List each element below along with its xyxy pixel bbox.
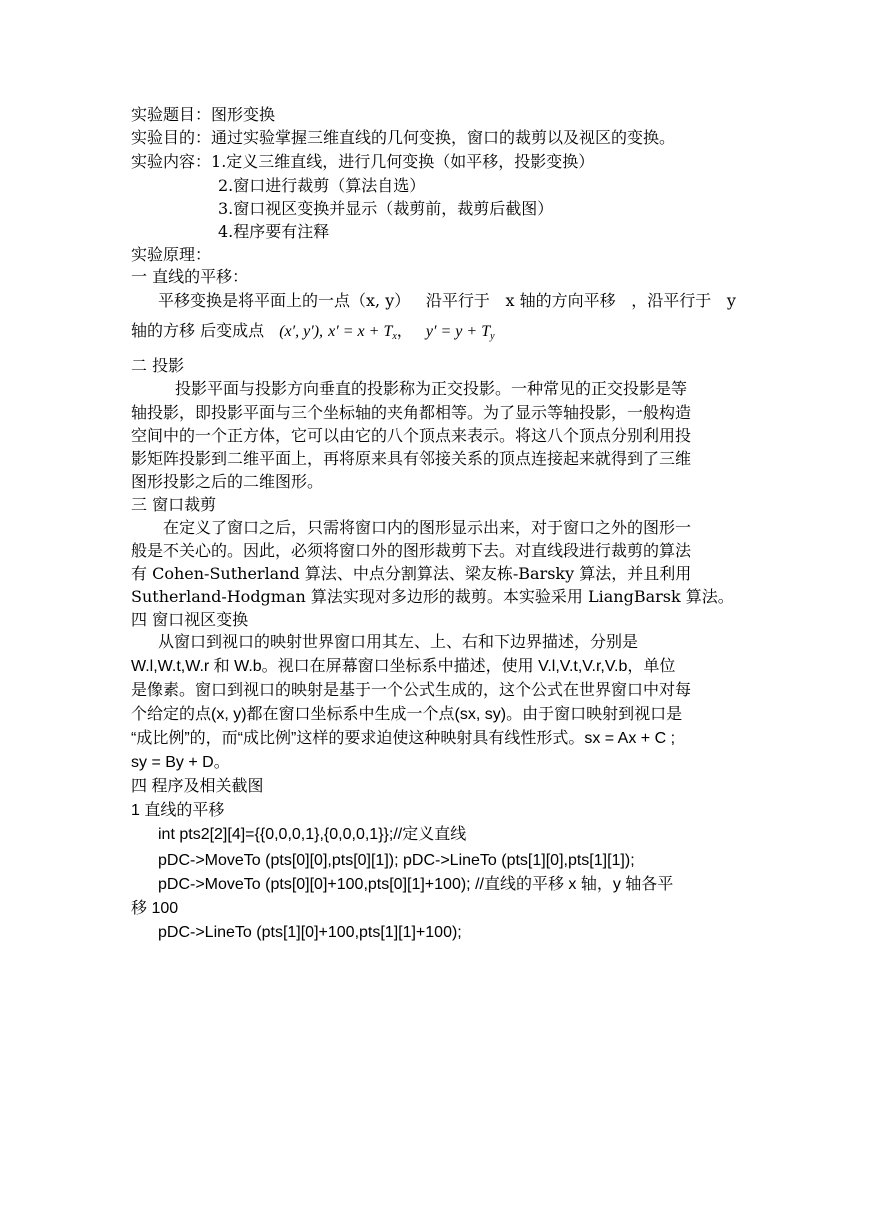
content-item: 4.程序要有注释	[218, 222, 330, 241]
paragraph-line: 个给定的点(x, y)都在窗口坐标系中生成一个点(sx, sy)。由于窗口映射到视口是	[131, 706, 683, 723]
formula-x: x′ = x + T	[328, 323, 393, 340]
paragraph-line: 从窗口到视口的映射世界窗口用其左、上、右和下边界描述，分别是	[158, 634, 639, 651]
title-label: 实验题目：	[131, 105, 212, 124]
paragraph-line: 投影平面与投影方向垂直的投影称为正交投影。一种常见的正交投影是等	[175, 379, 688, 398]
paragraph-line: 空间中的一个正方体，它可以由它的八个顶点来表示。将这八个顶点分别利用投	[131, 426, 692, 445]
content-item: 3.窗口视区变换并显示（裁剪前，裁剪后截图）	[218, 199, 554, 218]
code-line: pDC->MoveTo (pts[0][0]+100,pts[0][1]+100); //直线的平移 x 轴，y 轴各平	[158, 876, 674, 893]
paragraph-line: W.l,W.t,W.r 和 W.b。视口在屏幕窗口坐标系中描述，使用 V.l,V.t,V.r,V.b，单位	[131, 658, 676, 675]
section-1-line-2	[131, 320, 741, 348]
code-line: int pts2[2][4]={{0,0,0,1},{0,0,0,1}};//定义直线	[158, 826, 467, 843]
section-5-heading: 四 程序及相关截图	[131, 778, 264, 795]
formula-point: (x′, y′)	[279, 323, 320, 340]
formula-comma: ，	[396, 321, 413, 340]
paragraph-line: 有 Cohen-Sutherland 算法、中点分割算法、梁友栋-Barsky 算法，并且利用	[131, 564, 692, 583]
content-label: 实验内容：	[131, 152, 212, 171]
section-4-heading: 四 窗口视区变换	[131, 610, 249, 629]
experiment-title-line	[131, 104, 741, 126]
paragraph-line: sy = By + D。	[131, 754, 230, 771]
code-line: pDC->MoveTo (pts[0][0],pts[0][1]); pDC->LineTo (pts[1][0],pts[1][1]);	[158, 852, 635, 869]
text-segment: x 轴的方向平移	[505, 291, 616, 310]
experiment-purpose-line	[131, 127, 751, 149]
text-segment: y	[726, 291, 736, 310]
paragraph-line: 影矩阵投影到二维平面上，再将原来具有邻接关系的顶点连接起来就得到了三维	[131, 449, 692, 468]
formula-subscript: x	[392, 331, 397, 342]
formula-subscript: y	[490, 331, 495, 342]
paragraph-line: 图形投影之后的二维图形。	[131, 472, 324, 491]
section-3-heading: 三 窗口裁剪	[131, 495, 217, 514]
text-segment: 平移变换是将平面上的一点（x, y）	[158, 291, 411, 310]
paragraph-line: 是像素。窗口到视口的映射是基于一个公式生成的，这个公式在世界窗口中对每	[131, 682, 692, 699]
paragraph-line: Sutherland-Hodgman 算法实现对多边形的裁剪。本实验采用 LiangBarsk 算法。	[131, 587, 734, 606]
paragraph-line: 轴投影，即投影平面与三个坐标轴的夹角都相等。为了显示等轴投影，一般构造	[131, 403, 692, 422]
experiment-content-line	[131, 151, 741, 173]
text-segment: ，沿平行于	[631, 291, 712, 310]
purpose-text: 通过实验掌握三维直线的几何变换，窗口的裁剪以及视区的变换。	[211, 128, 676, 147]
formula-y: y′ = y + T	[425, 323, 491, 340]
section-5-subheading: 1 直线的平移	[131, 802, 225, 819]
section-1-line-1	[158, 290, 736, 312]
text-segment: 轴的方移 后变成点	[131, 321, 265, 340]
text-segment: 沿平行于	[425, 291, 490, 310]
code-line: 移 100	[131, 900, 179, 917]
title-text: 图形变换	[211, 105, 276, 124]
purpose-label: 实验目的：	[131, 128, 212, 147]
section-2-heading: 二 投影	[131, 356, 185, 375]
content-item: 1.定义三维直线，进行几何变换（如平移，投影变换）	[211, 152, 595, 171]
paragraph-line: 般是不关心的。因此，必须将窗口外的图形裁剪下去。对直线段进行裁剪的算法	[131, 541, 692, 560]
paragraph-line: “成比例”的，而“成比例”这样的要求迫使这种映射具有线性形式。sx = Ax + C ;	[131, 730, 676, 747]
content-item: 2.窗口进行裁剪（算法自选）	[218, 176, 426, 195]
section-1-heading: 一 直线的平移：	[131, 267, 249, 286]
paragraph-line: 在定义了窗口之后，只需将窗口内的图形显示出来，对于窗口之外的图形一	[163, 518, 692, 537]
principle-heading: 实验原理：	[131, 245, 212, 264]
code-line: pDC->LineTo (pts[1][0]+100,pts[1][1]+100);	[158, 924, 462, 941]
formula-separator: ,	[319, 323, 324, 340]
